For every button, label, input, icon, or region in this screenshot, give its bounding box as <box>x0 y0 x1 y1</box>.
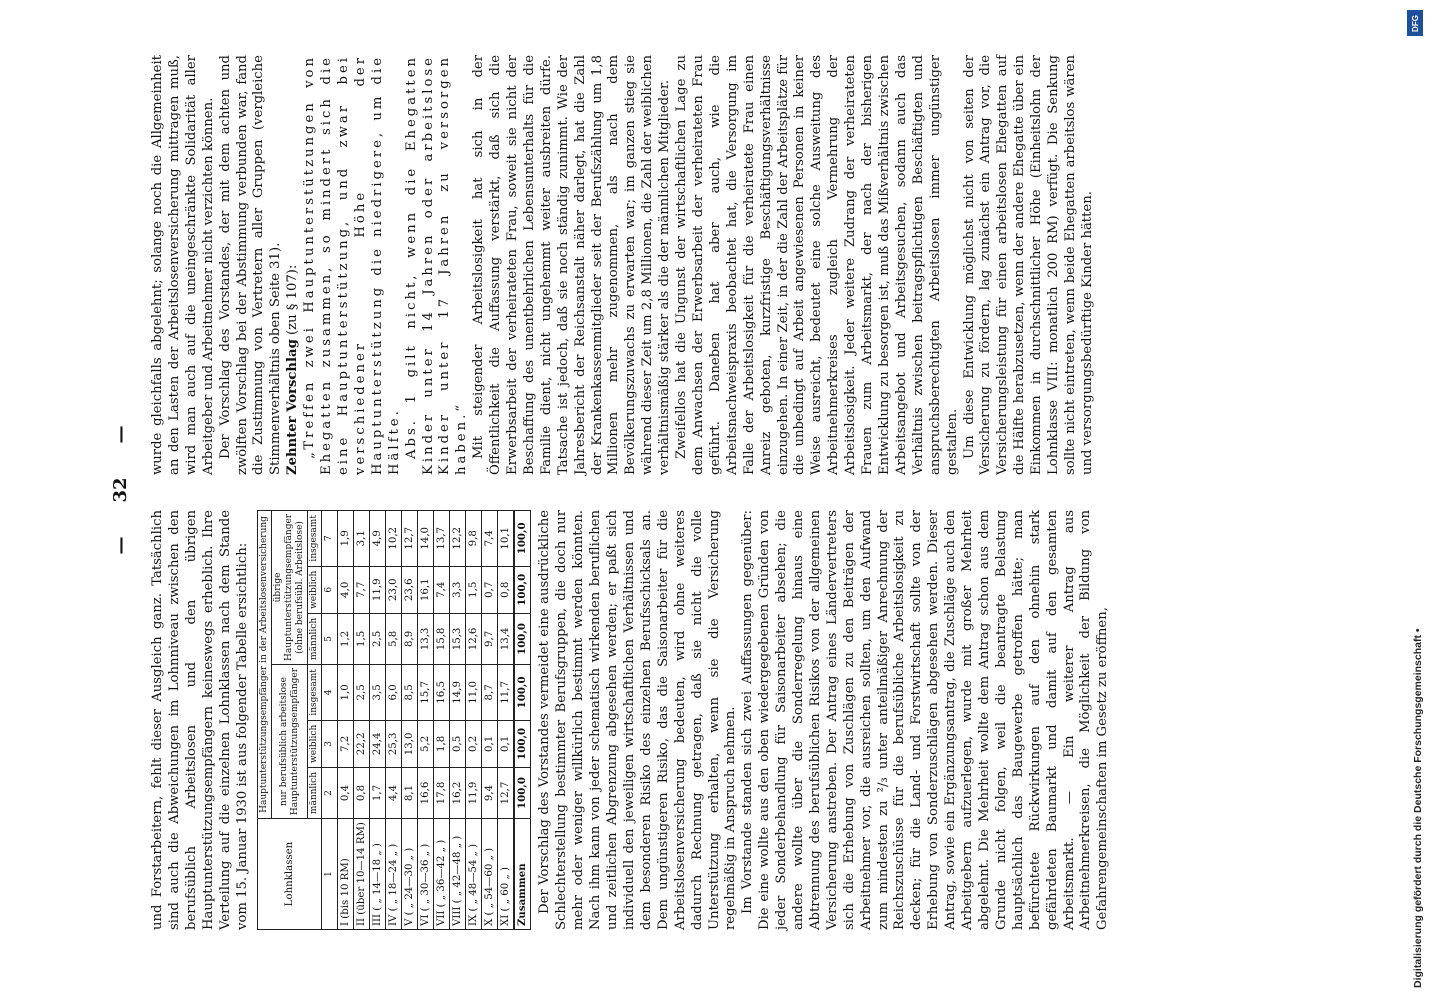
paragraph-abstimmung: Der Vorschlag des Vorstandes, der mit dem achten und zwölften Vorschlag bei der Abstimmung verbunden war, fand die Zustimmung von Vertretern aller Gruppen (vergleiche Stimmenverhältnis oben Seite 31). <box>217 55 284 475</box>
table-cell: 13,3 <box>418 613 434 664</box>
table-column-number: 7 <box>322 510 338 566</box>
intro-paragraph: und Forstarbeitern, fehlt dieser Ausgleich ganz. Tatsächlich sind auch die Abweichungen im Lohnniveau zwischen den berufsüblich Arbeitslosen und den übrigen Hauptunterstützungsempfängern keineswegs erheblich. Ihre Verteilung auf die einzelnen Lohnklassen nach dem Stande vom 15. Januar 1930 ist aus folgender Tabelle ersichtlich: <box>150 510 250 930</box>
section-heading <box>285 55 302 475</box>
paragraph-vorstand: Der Vorschlag des Vorstandes vermeidet eine ausdrückliche Schlechterstellung bestimmter Berufsgruppen, die doch nur mehr oder weniger willkürlich bestimmt werden könnten. Nach ihm kann von jeder schematisch wirkenden beruflichen und zeitlichen Abgrenzung abgesehen werden; er paßt sich individuell den jeweiligen wirtschaftlichen Verhältnissen und dem besonderen Risiko des einzelnen Berufsschicksals an. Dem ungünstigeren Risiko, das die Saisonarbeiter für die Arbeitslosenversicherung bedeuten, wird ohne weiteres dadurch Rechnung getragen, daß sie nicht die volle Unterstützung erhalten, wenn sie die Versicherung regelmäßig in Anspruch nehmen. <box>537 510 739 930</box>
table-cell: 0,8 <box>498 566 515 613</box>
table-row <box>354 510 370 929</box>
dfg-credit-text: Digitalisierung gefördert durch die Deutsche Forschungsgemeinschaft • <box>1412 628 1424 988</box>
paragraph-arbeitslosigkeit: Mit steigender Arbeitslosigkeit hat sich in der Öffentlichkeit die Auffassung verstärkt, daß sich die Erwerbsarbeit der verheirateten Frau, soweit sie nicht der Beschaffung des unentbehrlichen Lebensunterhalts für die Familie dient, nicht ungehemmt weiter ausbreiten dürfe. Tatsache ist jedoch, daß sie noch ständig zunimmt. Wie der Jahresbericht der Reichsanstalt näher darlegt, hat die Zahl der Krankenkassenmitglieder seit der Berufszählung um 1,8 Millionen mehr zugenommen, als nach dem Bevölkerungszuwachs zu erwarten war; im ganzen stieg sie während dieser Zeit um 2,8 Millionen, die Zahl der weiblichen verhältnismäßig stärker als die der männlichen Mitglieder. <box>471 55 673 475</box>
table-cell-lohnklasse: IV ( „ 18—24 „ ) <box>386 819 402 930</box>
table-cell: 12,2 <box>450 510 466 566</box>
table-cell-total-label: Zusammen <box>514 819 531 930</box>
table-cell: 4,0 <box>338 566 354 613</box>
table-cell: 23,0 <box>386 566 402 613</box>
header-dash-left: — <box>109 536 131 555</box>
table-cell: 6,0 <box>386 664 402 720</box>
table-cell: 10,2 <box>386 510 402 566</box>
quote-absatz-1: „Treffen zwei Hauptunterstützungen von Ehegatten zusammen, so mindert sich die eine Hauptunterstützung, und zwar bei verschiedener Höhe der Hauptunterstützung die niedrigere, um die Hälfte. <box>302 55 402 475</box>
table-row <box>434 510 450 929</box>
table-cell-total: 100,0 <box>514 566 531 613</box>
table-cell: 7,4 <box>434 566 450 613</box>
table-header-lohnklassen: Lohnklassen <box>258 819 322 930</box>
table-cell: 13,0 <box>402 720 418 767</box>
table-column-number: 3 <box>322 720 338 767</box>
table-row <box>450 510 466 929</box>
table-column-number: 2 <box>322 767 338 818</box>
table-cell: 4,9 <box>370 510 386 566</box>
table-row <box>370 510 386 929</box>
table-row <box>418 510 434 929</box>
paragraph-continued: wurde gleichfalls abgelehnt; solange noch die Allgemeinheit an den Lasten der Arbeitslosenversicherung mittragen muß, wird man auch auf die uneingeschränkte Solidarität aller Arbeitgeber und Arbeitnehmer nicht verzichten können. <box>150 55 216 475</box>
table-total-row <box>514 510 531 929</box>
table-column-number: 6 <box>322 566 338 613</box>
table-cell: 16,5 <box>434 664 450 720</box>
table-cell: 17,8 <box>434 767 450 818</box>
table-cell: 3,3 <box>450 566 466 613</box>
table-cell: 1,8 <box>434 720 450 767</box>
table-cell: 7,4 <box>482 510 498 566</box>
table-cell-total: 100,0 <box>514 767 531 818</box>
table-row <box>498 510 515 929</box>
table-cell: 0,8 <box>354 767 370 818</box>
table-cell: 0,1 <box>498 720 515 767</box>
table-cell: 0,2 <box>466 720 482 767</box>
table-cell: 8,7 <box>482 664 498 720</box>
table-cell: 2,5 <box>354 664 370 720</box>
table-cell: 14,0 <box>418 510 434 566</box>
table-subheader: weiblich <box>308 566 322 613</box>
table-cell: 1,0 <box>338 664 354 720</box>
page-number: 32 <box>109 477 131 503</box>
table-column-number: 5 <box>322 613 338 664</box>
table-cell: 1,2 <box>338 613 354 664</box>
table-row <box>338 510 354 929</box>
table-subheader: männlich <box>308 613 322 664</box>
table-header-group2: übrige Hauptunterstützungsempfänger (ohne berufsübl. Arbeitslose) <box>272 510 308 664</box>
table-subheader: männlich <box>308 767 322 818</box>
table-cell: 23,6 <box>402 566 418 613</box>
table-cell: 9,7 <box>482 613 498 664</box>
table-cell: 14,9 <box>450 664 466 720</box>
table-cell-lohnklasse: I (bis 10 RM) <box>338 819 354 930</box>
table-cell: 11,0 <box>466 664 482 720</box>
table-cell: 9,4 <box>482 767 498 818</box>
quote-absatz-2: Abs. 1 gilt nicht, wenn die Ehegatten Kinder unter 14 Jahren oder arbeitslose Kinder unter 17 Jahren zu versorgen haben.“ <box>403 55 470 475</box>
header-dash-right: — <box>109 425 131 444</box>
table-cell: 3,5 <box>370 664 386 720</box>
rotated-page <box>100 50 1340 930</box>
digitization-sidebar <box>1402 0 1434 1000</box>
table-cell-lohnklasse: III ( „ 14—18 „ ) <box>370 819 386 930</box>
table-cell: 8,9 <box>402 613 418 664</box>
table-cell: 10,1 <box>498 510 515 566</box>
table-cell: 7,2 <box>338 720 354 767</box>
table-cell-total: 100,0 <box>514 510 531 566</box>
table-column-number: 4 <box>322 664 338 720</box>
table-row <box>482 510 498 929</box>
table-cell: 16,2 <box>450 767 466 818</box>
table-cell: 8,1 <box>402 767 418 818</box>
table-cell: 9,8 <box>466 510 482 566</box>
table-cell: 15,3 <box>450 613 466 664</box>
table-cell: 13,4 <box>498 613 515 664</box>
table-cell-lohnklasse: II (über 10—14 RM) <box>354 819 370 930</box>
table-cell-lohnklasse: VIII ( „ 42—48 „ ) <box>450 819 466 930</box>
lohnklassen-table <box>257 510 531 930</box>
table-subheader: insgesamt <box>308 510 322 566</box>
dfg-logo-text: DFG <box>1410 14 1420 32</box>
table-cell: 7,7 <box>354 566 370 613</box>
paragraph-entwicklung: Um diese Entwicklung möglichst nicht von seiten der Versicherung zu fördern, lag zunächst ein Antrag vor, die Versicherungsleistung für einen arbeitslosen Ehegatten auf die Hälfte herabzusetzen, wenn der andere Ehegatte über ein Einkommen in durchschnittlicher Höhe (Einheitslohn der Lohnklasse VIII: monatlich 200 RM) verfügt. Die Senkung sollte nicht eintreten, wenn beide Ehegatten arbeitslos wären und versorgungsbedürftige Kinder hätten. <box>961 55 1095 475</box>
table-cell: 11,9 <box>466 767 482 818</box>
table-cell: 11,7 <box>498 664 515 720</box>
table-cell: 15,8 <box>434 613 450 664</box>
paragraph-auffassungen: Im Vorstande standen sich zwei Auffassungen gegenüber: Die eine wollte aus den oben wiedergegebenen Gründen von jeder Sonderbehandlung für Saisonarbeiter absehen; die andere wollte über die Sonderregelung hinaus eine Abtrennung des berufsüblichen Risikos von der allgemeinen Versicherung anstreben. Der Antrag eines Ländervertreters sich die Erhebung von Zuschlägen zu den Beiträgen der Arbeitnehmer vor, die ausreichen sollten, um den Aufwand zum mindesten zu ²/₃ unter anteilmäßiger Anrechnung der Reichszuschüsse für die berufsübliche Arbeitslosigkeit zu decken; für die Land- und Forstwirtschaft sollte von der Erhebung von Sonderzuschlägen abgesehen werden. Dieser Antrag, sowie ein Ergänzungsantrag, die Zuschläge auch den Arbeitgebern aufzuerlegen, wurde mit großer Mehrheit abgelehnt. Die Mehrheit wollte dem Antrag schon aus dem Grunde nicht folgen, weil die beantragte Belastung hauptsächlich das Baugewerbe getroffen hätte; man befürchtete Rückwirkungen auf den ohnehin stark gefährdeten Baumarkt und damit auf den gesamten Arbeitsmarkt. — Ein weiterer Antrag aus Arbeitnehmerkreisen, die Möglichkeit der Bildung von Gefahrengemeinschaften im Gesetz zu eröffnen, <box>740 510 1111 930</box>
table-cell: 0,5 <box>450 720 466 767</box>
table-subheader: insgesamt <box>308 664 322 720</box>
page-header <box>100 50 140 930</box>
table-cell: 0,4 <box>338 767 354 818</box>
table-cell: 0,7 <box>482 566 498 613</box>
table-cell: 4,4 <box>386 767 402 818</box>
table-cell: 16,6 <box>418 767 434 818</box>
table-header-top: Hauptunterstützungsempfänger in der Arbeitslosenversicherung <box>258 510 272 818</box>
table-cell: 8,5 <box>402 664 418 720</box>
table-cell: 1,9 <box>338 510 354 566</box>
table-header-group1: nur berufsüblich arbeitslose Hauptunterstützungsempfänger <box>272 664 308 818</box>
table-cell-lohnklasse: IX ( „ 48—54 „ ) <box>466 819 482 930</box>
table-cell-lohnklasse: VI ( „ 30—36 „ ) <box>418 819 434 930</box>
table-cell: 3,1 <box>354 510 370 566</box>
table-cell: 12,7 <box>402 510 418 566</box>
table-cell: 12,7 <box>498 767 515 818</box>
table-cell-total: 100,0 <box>514 613 531 664</box>
table-row <box>386 510 402 929</box>
right-column <box>150 55 1097 475</box>
table-subheader: weiblich <box>308 720 322 767</box>
table-cell: 11,9 <box>370 566 386 613</box>
table-cell: 5,2 <box>418 720 434 767</box>
table-cell: 15,7 <box>418 664 434 720</box>
table-row <box>402 510 418 929</box>
left-column <box>150 510 1112 930</box>
table-column-number: 1 <box>322 819 338 930</box>
table-cell: 1,7 <box>370 767 386 818</box>
table-cell: 22,2 <box>354 720 370 767</box>
table-cell: 12,6 <box>466 613 482 664</box>
dfg-logo <box>1407 10 1423 36</box>
table-cell: 16,1 <box>418 566 434 613</box>
table-cell-lohnklasse: V ( „ 24—30 „ ) <box>402 819 418 930</box>
table-cell: 24,4 <box>370 720 386 767</box>
table-cell-lohnklasse: X ( „ 54—60 „ ) <box>482 819 498 930</box>
heading-ref: (zu § 107): <box>285 264 301 335</box>
table-cell: 0,1 <box>482 720 498 767</box>
table-cell: 2,5 <box>370 613 386 664</box>
heading-title: Zehnter Vorschlag <box>285 339 301 475</box>
table-cell-lohnklasse: XI ( „ 60 „ ) <box>498 819 515 930</box>
table-cell: 13,7 <box>434 510 450 566</box>
table-row <box>466 510 482 929</box>
table-cell: 5,8 <box>386 613 402 664</box>
table-cell-total: 100,0 <box>514 664 531 720</box>
paragraph-ungunst: Zweifellos hat die Ungunst der wirtschaftlichen Lage zu dem Anwachsen der Erwerbsarbeit der verheirateten Frau geführt. Daneben hat aber auch, wie die Arbeitsnachweispraxis beobachtet hat, die Versorgung im Falle der Arbeitslosigkeit für die verheiratete Frau einen Anreiz geboten, kurzfristige Beschäftigungsverhältnisse einzugehen. In einer Zeit, in der die Zahl der Arbeitsplätze für die unbedingt auf Arbeit angewiesenen Personen in keiner Weise ausreicht, bedeutet eine solche Ausweitung des Arbeitnehmerkreises zugleich Vermehrung der Arbeitslosigkeit. Jeder weitere Zudrang der verheirateten Frauen zum Arbeitsmarkt, der nach der bisherigen Entwicklung zu besorgen ist, muß das Mißverhältnis zwischen Arbeitsangebot und Arbeitsgesuchen, sodann auch das Verhältnis zwischen beitragspflichtigen Beschäftigten und anspruchsberechtigten Arbeitslosen immer ungünstiger gestalten. <box>674 55 960 475</box>
table-cell-total: 100,0 <box>514 720 531 767</box>
table-cell-lohnklasse: VII ( „ 36—42 „ ) <box>434 819 450 930</box>
table-cell: 25,3 <box>386 720 402 767</box>
table-cell: 1,5 <box>354 613 370 664</box>
table-cell: 1,5 <box>466 566 482 613</box>
